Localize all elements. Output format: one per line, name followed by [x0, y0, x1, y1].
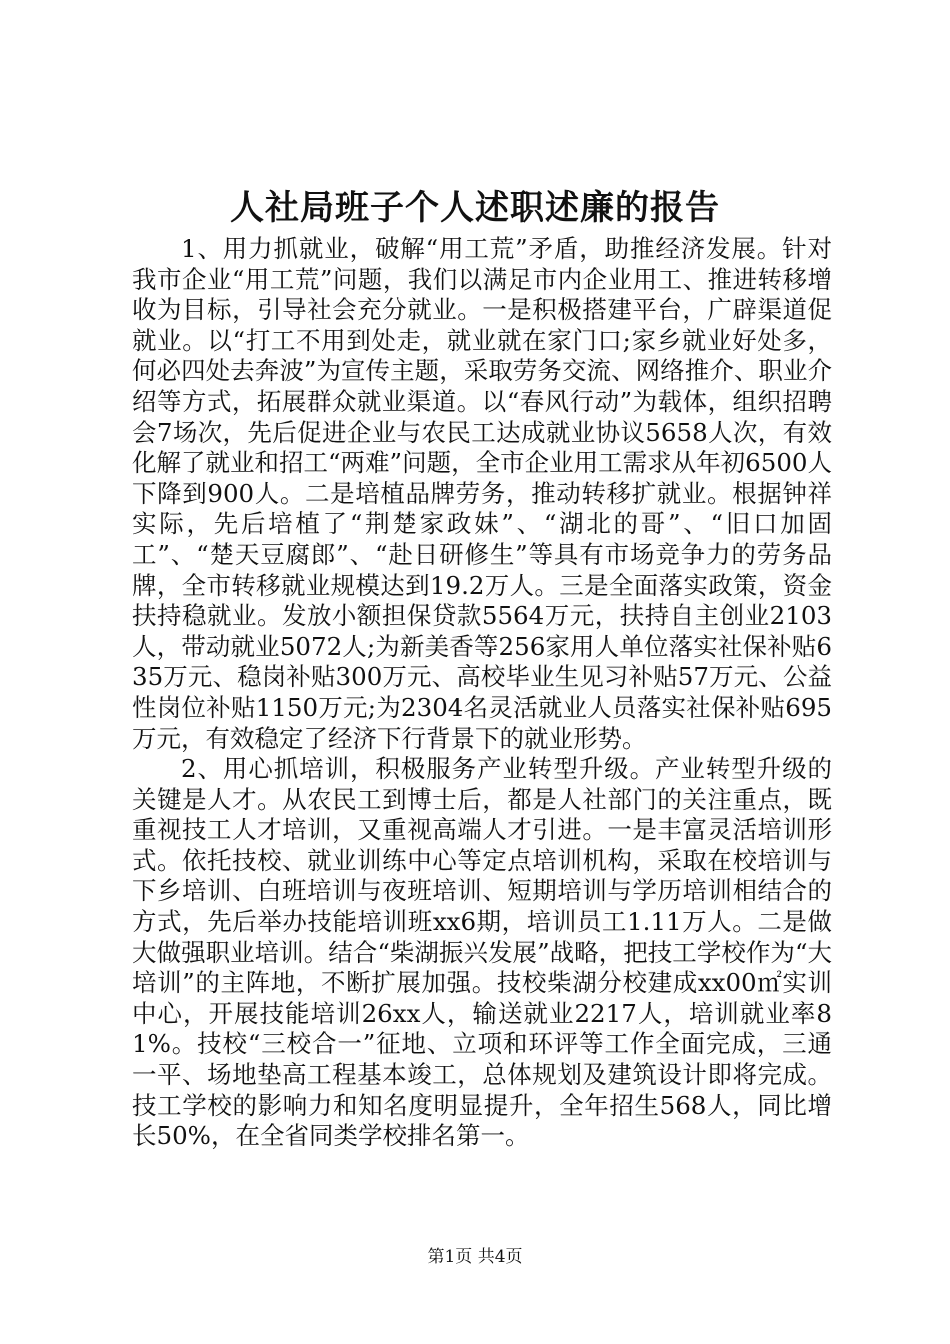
document-title: 人社局班子个人述职述廉的报告 — [230, 188, 720, 228]
document-body — [132, 234, 832, 1152]
page-indicator: 第1页 共4页 — [427, 1247, 523, 1267]
paragraph-training: 2、用心抓培训，积极服务产业转型升级。产业转型升级的关键是人才。从农民工到博士后，都是人社部门的关注重点，既重视技工人才培训，又重视高端人才引进。一是丰富灵活培训形式。依托技校、就业训练中心等定点培训机构，采取在校培训与下乡培训、白班培训与夜班培训、短期培训与学历培训相结合的方式，先后举办技能培训班xx6期，培训员工1.11万人。二是做大做强职业培训。结合“柴湖振兴发展”战略，把技工学校作为“大培训”的主阵地，不断扩展加强。技校柴湖分校建成xx00㎡实训中心，开展技能培训26xx人，输送就业2217人，培训就业率81%。技校“三校合一”征地、立项和环评等工作全面完成，三通一平、场地垫高工程基本竣工，总体规划及建筑设计即将完成。技工学校的影响力和知名度明显提升，全年招生568人，同比增长50%，在全省同类学校排名第一。 — [132, 754, 832, 1151]
paragraph-employment: 1、用力抓就业，破解“用工荒”矛盾，助推经济发展。针对我市企业“用工荒”问题，我们以满足市内企业用工、推进转移增收为目标，引导社会充分就业。一是积极搭建平台，广辟渠道促就业。以“打工不用到处走，就业就在家门口;家乡就业好处多，何必四处去奔波”为宣传主题，采取劳务交流、网络推介、职业介绍等方式，拓展群众就业渠道。以“春风行动”为载体，组织招聘会7场次，先后促进企业与农民工达成就业协议5658人次，有效化解了就业和招工“两难”问题，全市企业用工需求从年初6500人下降到900人。二是培植品牌劳务，推动转移扩就业。根据钟祥实际，先后培植了“荆楚家政妹”、“湖北的哥”、“旧口加固工”、“楚天豆腐郎”、“赴日研修生”等具有市场竞争力的劳务品牌，全市转移就业规模达到19.2万人。三是全面落实政策，资金扶持稳就业。发放小额担保贷款5564万元，扶持自主创业2103人，带动就业5072人;为新美香等256家用人单位落实社保补贴635万元、稳岗补贴300万元、高校毕业生见习补贴57万元、公益性岗位补贴1150万元;为2304名灵活就业人员落实社保补贴695万元，有效稳定了经济下行背景下的就业形势。 — [132, 234, 832, 753]
